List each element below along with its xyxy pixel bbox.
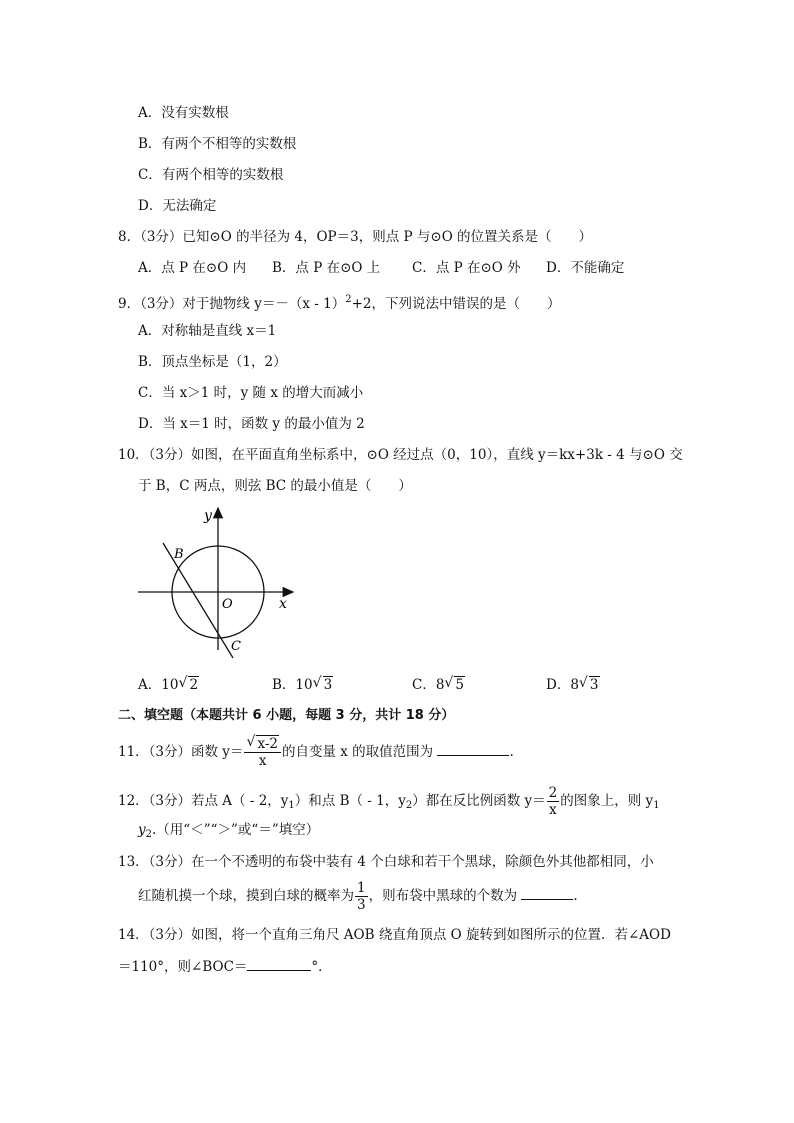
label-x: x [279, 596, 287, 612]
q12-mid: ）和点 B（ - 1，y [294, 793, 406, 809]
q14-answer-blank[interactable] [247, 956, 311, 971]
q8-option-c: C．点 P 在⊙O 外 [412, 260, 521, 276]
q10-option-d [546, 675, 600, 695]
q12-denominator: x [549, 802, 557, 818]
q14-line2 [118, 956, 332, 977]
q11-denominator: x [258, 753, 267, 769]
q13-line2 [138, 878, 578, 914]
q8-stem: 8．（3分）已知⊙O 的半径为 4，OP＝3，则点 P 与⊙O 的位置关系是（ ） [118, 229, 593, 245]
sqrt-symbol: √ 2 [178, 675, 199, 693]
q11-fraction [244, 736, 281, 769]
q12-y: y [138, 822, 146, 838]
q10-option-c [412, 675, 465, 695]
q14-line1: 14．（3分）如图，将一个直角三角尺 AOB 绕直角顶点 O 旋转到如图所示的位置．若∠AOD [118, 927, 671, 943]
q14-prefix: ＝110°，则∠BOC＝ [118, 959, 248, 975]
q9-option-d: D．当 x＝1 时，函数 y 的最小值为 2 [138, 416, 365, 432]
q11-numerator: x-2 [257, 736, 278, 752]
q11-end: . [509, 744, 514, 760]
q10-option-d-radicand: 3 [589, 677, 599, 693]
q12-numerator: 2 [548, 785, 558, 801]
q11 [118, 734, 514, 770]
q14-end: °． [311, 959, 332, 975]
q10-option-a-radicand: 2 [189, 677, 199, 693]
q12-sub4: 2 [145, 829, 153, 840]
q10-option-a-text: A．10 [138, 677, 179, 693]
q10-option-a [138, 675, 199, 695]
q9-stem-a: 9．（3分）对于抛物线 y＝－（x - 1） [118, 296, 346, 312]
q10-option-d-text: D．8 [546, 677, 579, 693]
q13-end: . [573, 888, 578, 904]
q12-fraction [547, 785, 560, 818]
q13-denominator: 3 [357, 897, 366, 913]
sqrt-symbol: √ 5 [444, 675, 465, 693]
q8-option-d: D．不能确定 [546, 260, 625, 276]
q13-suffix: ，则布袋中黑球的个数为 [368, 888, 518, 904]
q12-instruction: .（用“＜”“＞”或“＝”填空） [152, 822, 320, 838]
q7-option-c: C．有两个相等的实数根 [138, 167, 284, 183]
q9-option-c: C．当 x＞1 时，y 随 x 的增大而减小 [138, 385, 364, 401]
q12-prefix: 12．（3分）若点 A（ - 2，y [118, 793, 289, 809]
q10-option-b-text: B．10 [272, 677, 313, 693]
q8-option-b: B．点 P 在⊙O 上 [272, 260, 381, 276]
q12-sub2: 2 [405, 800, 413, 811]
q12-suffix: 的图象上，则 y [560, 793, 654, 809]
q7-option-a: A．没有实数根 [138, 105, 229, 121]
q12-line1 [118, 783, 660, 824]
q13-answer-blank[interactable] [521, 885, 573, 900]
q9-stem-exponent: 2 [345, 294, 352, 305]
label-y: y [204, 508, 212, 524]
q10-option-c-text: C．8 [412, 677, 445, 693]
q13-prefix: 红随机摸一个球，摸到白球的概率为 [138, 888, 354, 904]
q10-option-c-radicand: 5 [455, 677, 465, 693]
q10-option-b [272, 675, 333, 695]
q10-figure [135, 500, 305, 665]
q9-option-a: A．对称轴是直线 x＝1 [138, 323, 277, 339]
q12-mid2: ）都在反比例函数 y＝ [412, 793, 546, 809]
q9-option-b: B．顶点坐标是（1，2） [138, 354, 287, 370]
q9-stem [118, 290, 560, 314]
sqrt-symbol: √ 3 [312, 675, 333, 693]
q7-option-d: D．无法确定 [138, 198, 217, 214]
q12-line2 [138, 820, 319, 845]
q10-option-b-radicand: 3 [323, 677, 333, 693]
q11-suffix: 的自变量 x 的取值范围为 [281, 744, 434, 760]
q13-numerator: 1 [357, 880, 366, 896]
label-b: B [174, 547, 184, 562]
q11-answer-blank[interactable] [437, 741, 509, 756]
label-c: C [231, 639, 241, 654]
q11-prefix: 11．（3分）函数 y＝ [118, 744, 244, 760]
q10-stem-line2: 于 B，C 两点，则弦 BC 的最小值是（ ） [138, 478, 412, 494]
label-o: O [222, 597, 233, 612]
q9-stem-b: +2，下列说法中错误的是（ ） [351, 296, 561, 312]
q8-option-a: A．点 P 在⊙O 内 [138, 260, 247, 276]
sqrt-symbol: √ 3 [578, 675, 599, 693]
q13-line1: 13．（3分）在一个不透明的布袋中装有 4 个白球和若干个黑球，除颜色外其他都相同，小 [118, 854, 654, 870]
q13-fraction [355, 880, 368, 913]
q10-stem-line1: 10．（3分）如图，在平面直角坐标系中，⊙O 经过点（0，10），直线 y＝kx+3k - 4 与⊙O 交 [118, 447, 683, 463]
q12-sub1: 1 [288, 800, 295, 811]
section-title: 二、填空题（本题共计 6 小题，每题 3 分，共计 18 分） [118, 708, 455, 723]
q7-option-b: B．有两个不相等的实数根 [138, 136, 297, 152]
q12-sub3: 1 [653, 800, 660, 811]
sqrt-symbol: √ x-2 [246, 734, 278, 752]
